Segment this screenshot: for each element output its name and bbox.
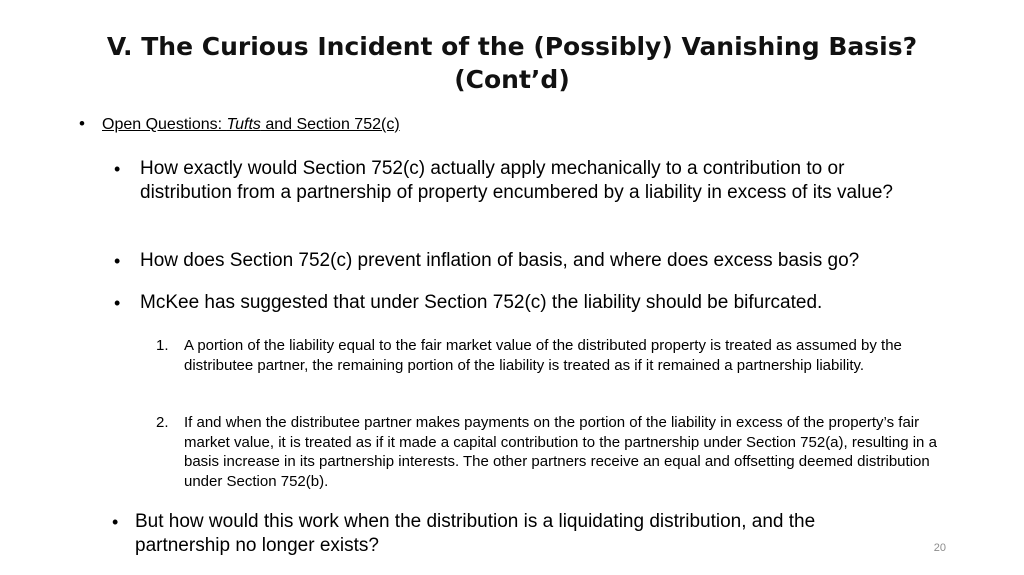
bullet-icon: • bbox=[114, 251, 121, 271]
question-text: But how would this work when the distribution is a liquidating distribution, and the partnership no longer exists? bbox=[135, 511, 816, 556]
bullet-icon: • bbox=[112, 512, 119, 532]
slide-title bbox=[60, 30, 964, 96]
heading-italic: Tufts bbox=[226, 116, 261, 133]
heading-suffix: and Section 752(c) bbox=[260, 116, 400, 133]
title-line-2: (Cont’d) bbox=[454, 65, 570, 94]
page-number: 20 bbox=[933, 542, 946, 554]
bullet-icon: • bbox=[114, 293, 121, 313]
bullet-icon: • bbox=[114, 159, 121, 179]
title-line-1: V. The Curious Incident of the (Possibly) Vanishing Basis? bbox=[106, 32, 918, 61]
item-number: 1. bbox=[156, 337, 169, 354]
question-text: How exactly would Section 752(c) actually apply mechanically to a contribution to or distribution from a partnership of property encumbered by a liability in excess of its value? bbox=[140, 158, 893, 203]
heading-text bbox=[102, 115, 400, 135]
heading-prefix: Open Questions: bbox=[102, 116, 227, 133]
item-text: If and when the distributee partner makes payments on the portion of the liability in excess of the property’s fair market value, it is treated as if it made a capital contribution to the partnership under Section 752(a), resulting in a basis increase in its partnership interests. The other partners receive an equal and offsetting deemed distribution under Section 752(b). bbox=[184, 414, 937, 490]
question-text: How does Section 752(c) prevent inflation of basis, and where does excess basis go? bbox=[140, 250, 860, 271]
question-text: McKee has suggested that under Section 752(c) the liability should be bifurcated. bbox=[140, 292, 823, 313]
item-text: A portion of the liability equal to the fair market value of the distributed property is treated as assumed by the distributee partner, the remaining portion of the liability is treated as if it remained a partnership liability. bbox=[184, 337, 902, 374]
item-number: 2. bbox=[156, 414, 169, 431]
bullet-icon: • bbox=[79, 114, 85, 133]
